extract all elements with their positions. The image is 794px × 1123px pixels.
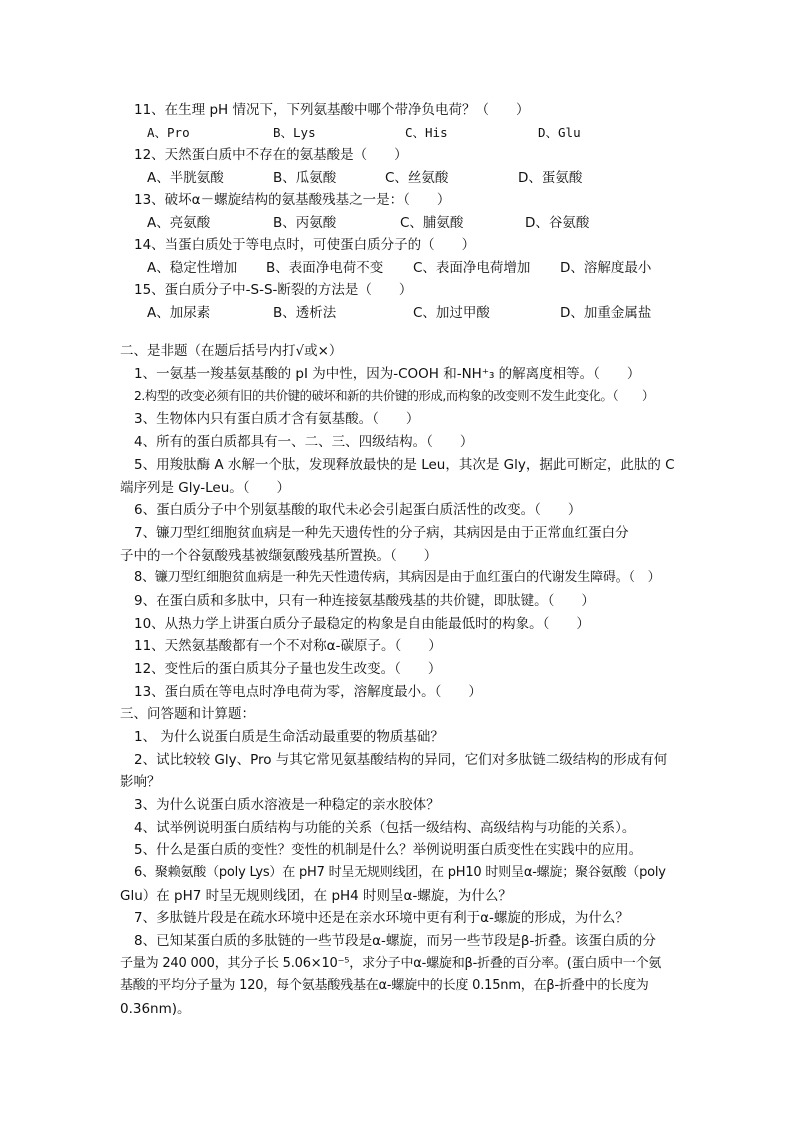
- option-13a: A、亮氨酸: [147, 215, 211, 231]
- tf-item: 8、镰刀型红细胞贫血病是一种先天性遗传病，其病因是由于血红蛋白的代谢发生障碍。（ ）: [134, 570, 661, 585]
- option-11a: A、Pro: [147, 125, 190, 140]
- tf-item: 4、所有的蛋白质都具有一、二、三、四级结构。（ ）: [134, 434, 474, 450]
- qa-item: 6、聚赖氨酸（poly Lys）在 pH7 时呈无规则线团，在 pH10 时则呈α-螺旋；聚谷氨酸（poly: [134, 865, 666, 880]
- option-15a: A、加尿素: [147, 305, 211, 321]
- qa-item-continuation: 影响？: [120, 774, 161, 790]
- tf-item: 7、镰刀型红细胞贫血病是一种先天遗传性的分子病，其病因是由于正常血红蛋白分: [134, 525, 629, 541]
- option-15b: B、透析法: [273, 305, 337, 321]
- tf-item: 13、蛋白质在等电点时净电荷为零，溶解度最小。（ ）: [134, 684, 482, 700]
- question-15: 15、蛋白质分子中-S-S-断裂的方法是（ ）: [134, 282, 413, 298]
- qa-item: 4、试举例说明蛋白质结构与功能的关系（包括一级结构、高级结构与功能的关系）。: [134, 820, 636, 836]
- qa-item-continuation: 0.36nm)。: [120, 1001, 191, 1017]
- section-heading-qa: 三、问答题和计算题：: [120, 706, 255, 722]
- question-12: 12、天然蛋白质中不存在的氨基酸是（ ）: [134, 147, 408, 163]
- tf-item: 9、在蛋白质和多肽中，只有一种连接氨基酸残基的共价键，即肽键。（ ）: [134, 593, 595, 609]
- tf-item: 5、用羧肽酶 A 水解一个肽，发现释放最快的是 Leu，其次是 Gly，据此可断定，此肽的 C: [134, 457, 675, 473]
- option-11b: B、Lys: [273, 125, 316, 140]
- option-15d: D、加重金属盐: [560, 305, 652, 321]
- option-11d: D、Glu: [538, 125, 581, 140]
- tf-item: 2.构型的改变必须有旧的共价键的破坏和新的共价键的形成,而构象的改变则不发生此变化。（ ）: [134, 389, 654, 403]
- qa-item-continuation: 子量为 240 000，其分子长 5.06×10⁻⁵，求分子中α-螺旋和β-折叠的百分率。(蛋白质中一个氨: [120, 956, 662, 971]
- section-heading-true-false: 二、是非题（在题后括号内打√或×）: [120, 343, 343, 359]
- tf-item-continuation: 端序列是 Gly-Leu。（ ）: [120, 480, 291, 496]
- option-13c: C、脯氨酸: [400, 215, 464, 231]
- tf-item: 1、一氨基一羧基氨基酸的 pI 为中性，因为-COOH 和-NH⁺₃ 的解离度相等。（ ）: [134, 366, 641, 382]
- option-12b: B、瓜氨酸: [273, 170, 337, 186]
- option-14c: C、表面净电荷增加: [413, 260, 531, 276]
- qa-item: 1、 为什么说蛋白质是生命活动最重要的物质基础？: [134, 729, 444, 745]
- option-14a: A、稳定性增加: [147, 260, 238, 276]
- tf-item: 10、从热力学上讲蛋白质分子最稳定的构象是自由能最低时的构象。（ ）: [134, 616, 590, 632]
- option-13d: D、谷氨酸: [525, 215, 590, 231]
- qa-item-continuation: Glu）在 pH7 时呈无规则线团，在 pH4 时则呈α-螺旋，为什么？: [120, 888, 512, 904]
- qa-item: 7、多肽链片段是在疏水环境中还是在亲水环境中更有利于α-螺旋的形成，为什么？: [134, 910, 629, 926]
- qa-item-continuation: 基酸的平均分子量为 120，每个氨基酸残基在α-螺旋中的长度 0.15nm，在β-折叠中的长度为: [120, 978, 649, 993]
- qa-item: 5、什么是蛋白质的变性？变性的机制是什么？举例说明蛋白质变性在实践中的应用。: [134, 842, 643, 858]
- question-14: 14、当蛋白质处于等电点时，可使蛋白质分子的（ ）: [134, 237, 476, 253]
- question-11: 11、在生理 pH 情况下，下列氨基酸中哪个带净负电荷？（ ）: [134, 102, 530, 118]
- qa-item: 3、为什么说蛋白质水溶液是一种稳定的亲水胶体？: [134, 797, 440, 813]
- option-12c: C、丝氨酸: [385, 170, 449, 186]
- tf-item: 12、变性后的蛋白质其分子量也发生改变。（ ）: [134, 661, 442, 677]
- tf-item-continuation: 子中的一个谷氨酸残基被缬氨酸残基所置换。（ ）: [120, 548, 438, 564]
- tf-item: 6、蛋白质分子中个别氨基酸的取代未必会引起蛋白质活性的改变。（ ）: [134, 502, 582, 518]
- option-15c: C、加过甲酸: [413, 305, 490, 321]
- qa-item: 8、已知某蛋白质的多肽链的一些节段是α-螺旋，而另一些节段是β-折叠。该蛋白质的分: [134, 933, 656, 949]
- option-14b: B、表面净电荷不变: [266, 260, 384, 276]
- tf-item: 11、天然氨基酸都有一个不对称α-碳原子。（ ）: [134, 638, 442, 654]
- option-12a: A、半胱氨酸: [147, 170, 224, 186]
- qa-item: 2、试比较较 Gly、Pro 与其它常见氨基酸结构的异同，它们对多肽链二级结构的形成有何: [134, 752, 668, 768]
- question-13: 13、破坏α－螺旋结构的氨基酸残基之一是：（ ）: [134, 192, 451, 208]
- option-11c: C、His: [405, 125, 448, 140]
- option-13b: B、丙氨酸: [273, 215, 337, 231]
- option-12d: D、蛋氨酸: [518, 170, 583, 186]
- option-14d: D、溶解度最小: [560, 260, 652, 276]
- tf-item: 3、生物体内只有蛋白质才含有氨基酸。（ ）: [134, 411, 420, 427]
